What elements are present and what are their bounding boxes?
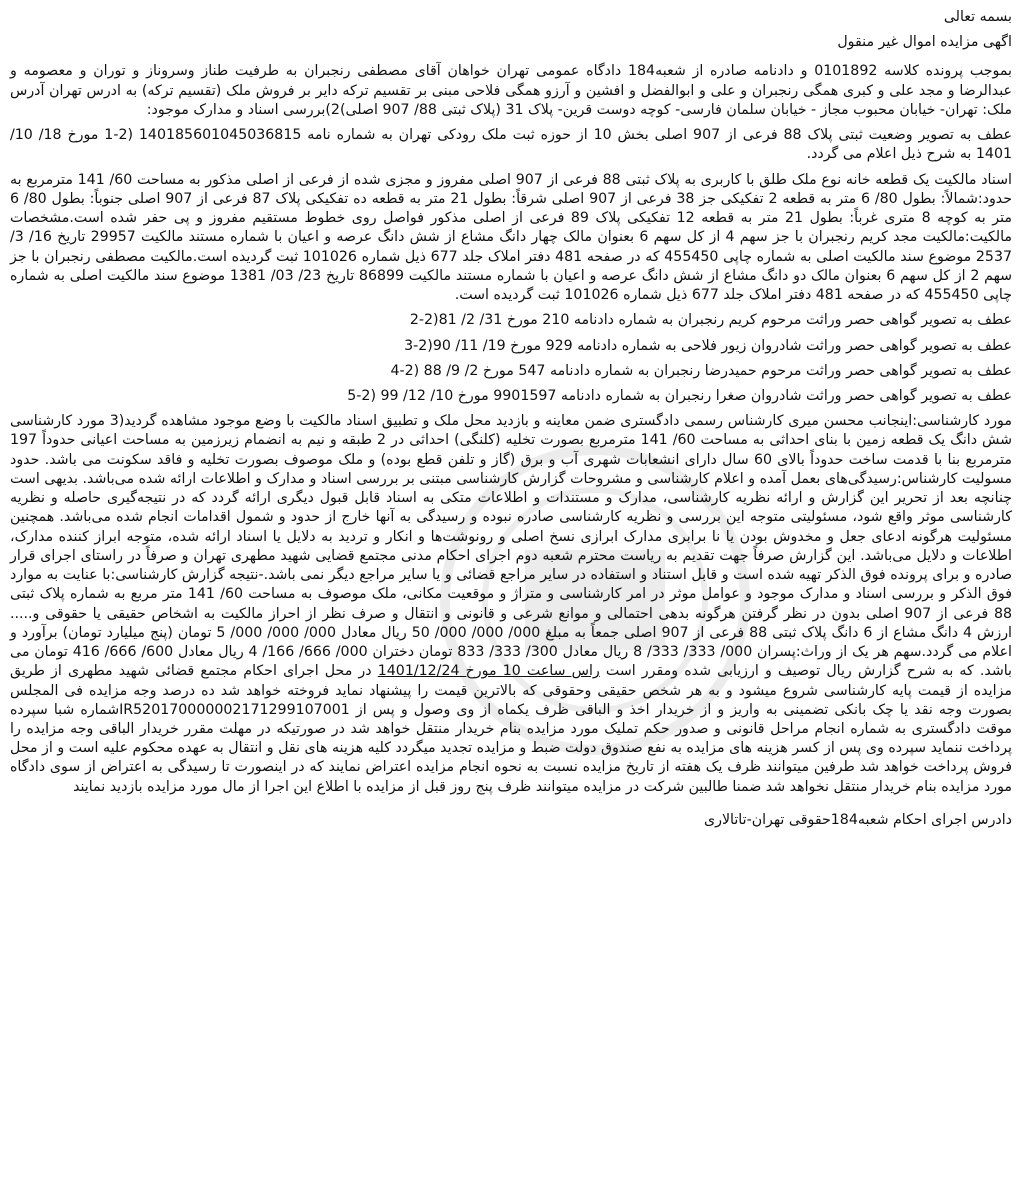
inheritance-item: عطف به تصویر گواهی حصر وراثت مرحوم کریم رنجبران به شماره دادنامه 210 مورخ 31/ 2/ 81(2-2 — [409, 312, 1012, 329]
document-subtitle: اگهی مزایده اموال غیر منقول — [837, 34, 1012, 51]
auction-terms-text: در محل اجرای احکام مجتمع قضائی شهید مطهری از طریق مزایده از قیمت پایه کارشناسی شروع میشود و به هر شخص حقیقی وحقوقی که بالاترین قیمت را پیشنهاد نماید فروخته خواهد شد ده درصد وجه مزایده فی المجلس بصورت وجه نقد یا چک بانکی تضمینی به واریز و از خریدار اخذ و الباقی ظرف یکماه از وی وصول و پس از IR520170000002171299107001شماره شبا سپرده موقت دادگستری به شماره انجام مراحل قانونی و صدور حکم تملیک مورد مزایده بنام خریدار منتقل خواهد شد در صورتیکه در مهلت مقرر خریدار الباقی وجه مزایده را پرداخت ننماید سپرده وی پس از کسر هزینه های مزایده به نفع صندوق دولت ضبط و مزایده تجدید میگردد کلیه هزینه های نقل و انتقال به عهده محکوم علیه است و از محل فروش پرداخت خواهد شد طرفین میتوانند ظرف یک هفته از تاریخ مزایده نسبت به نحوه انجام مزایده اعتراض نمایند که در اینصورت تا رسیدگی به اعتراض از سوی دادگاه مورد مزایده بنام خریدار منتقل نخواهد شد ضمنا طالبین شرکت در مزایده میتوانند ظرف پنج روز قبل از مزایده با اطلاع این اجرا از مال مورد مزایده بازدید نمایند — [10, 663, 1012, 795]
auction-datetime: راس ساعت 10 مورخ 1401/12/24 — [377, 663, 600, 680]
inheritance-item: عطف به تصویر گواهی حصر وراثت مرحوم حمیدرضا رنجبران به شماره دادنامه 547 مورخ 2/ 9/ 88 (2-4 — [390, 362, 1012, 379]
expert-report-paragraph — [10, 412, 1012, 797]
item-2-1-paragraph: عطف به تصویر وضعیت ثبتی پلاک 88 فرعی از 907 اصلی بخش 10 از حوزه ثبت ملک رودکی تهران به شماره نامه 140185601045036815 (2-1 مورخ 18/ 10/ 1401 به شرح ذیل اعلام می گردد. — [10, 127, 1012, 163]
inheritance-item: عطف به تصویر گواهی حصر وراثت شادروان زیور فلاحی به شماره دادنامه 929 مورخ 19/ 11/ 90(2-3 — [404, 337, 1012, 354]
expert-report-text: مورد کارشناسی:اینجانب محسن میری کارشناس رسمی دادگستری ضمن معاینه و بازدید محل ملک و تطبیق اسناد مالکیت با وضع موجود مشاهده گردید(3 مورد کارشناسی شش دانگ یک قطعه زمین با بنای احداثی به مساحت 60/ 141 مترمربع بصورت تخلیه (کلنگی) احداثی در 2 طبقه و نیم به انضمام زیرزمین به مساحت اعیانی حدوداً 197 مترمربع بنا با قدمت ساخت حدوداً بالای 60 سال دارای انشعابات شهری آب و برق (گاز و تلفن قطع بوده) و ملک موصوف بصورت تخلیه و فاقد سکونت می باشد. حدود مسولیت کارشناس:رسیدگی‌های بعمل آمده و اعلام کارشناسی و مشروحات گزارش کارشناسی مبتنی بر بررسی اسناد و مدارک و اطلاعات ارائه شده می‌باشد. بدیهی است چنانچه بعد از تحریر این گزارش و ارائه نظریه کارشناسی، مدارک و مستندات و اطلاعات متکی به اسناد قابل قبول دیگری ارائه گردد که در نتیجه‌گیری حاصله و نظریه کارشناسی موثر واقع شود، مسئولیتی متوجه این بررسی و نظریه کارشناسی صادره نبوده و رسیدگی به آنها خارج از حدود و شمول اقدامات انجام شده می‌باشد. همچنین مسئولیت هرگونه ادعای جعل و مخدوش بودن یا نا برابری مدارک ابرازی نسخ اصلی و رونوشت‌ها و انکار و تردید به دلایل یا اسناد ارائه شده، متوجه ابراز کننده مدارک، اطلاعات و دلایل می‌باشد. این گزارش صرفاً جهت تقدیم به ریاست محترم شعبه دوم اجرای احکام مدنی مجتمع قضایی شهید مطهری تهران و صرفاً در راستای اجرای قرار صادره و برای پرونده فوق الذکر تهیه شده است و قابل استناد و استفاده در سایر مراجع قضائی و یا سایر مراجع دیگر نمی باشد.-نتیجه گزارش کارشناسی:با عنایت به موارد فوق الذکر و بررسی اسناد و مدارک موجود و عوامل موثر در امر کارشناسی و متراژ و موقعیت مکانی، ملک موصوف به مساحت 60/ 141 متر مربع به شماره پلاک ثبتی 88 فرعی از 907 اصلی بدون در نظر گرفتن هرگونه بدهی احتمالی و موانع شرعی و قانونی و انتقال و صرف نظر از احراز مالکیت به اشخاص حقیقی یا حقوقی و..... ارزش 4 دانگ مشاع از 6 دانگ پلاک ثبتی 88 فرعی از 907 اصلی جمعاً به مبلغ 000/ 000/ 000/ 50 ریال معادل 000/ 000/ 000/ 5 تومان (پنج میلیارد تومان) برآورد و اعلام می گردد.سهم هر یک از وراث:پسران 000/ 333/ 333/ 8 ریال معادل 300/ 333/ 833 تومان دختران 000/ 666/ 166/ 4 ریال معادل 600/ 666/ 416 تومان می باشد. که به شرح گزارش ریال توصیف و ارزیابی شده ومقرر است — [10, 413, 1013, 680]
document-title: بسمه تعالی — [943, 9, 1012, 25]
ownership-paragraph: اسناد مالکیت یک قطعه خانه نوع ملک طلق با کاربری به پلاک ثبتی 88 فرعی از 907 اصلی مفروز و مجزی شده از فرعی از اصلی مذکور به مساحت 60/ 141 مترمربع به حدود:شمالاً: بطول 80/ 6 متر به قطعه 2 تفکیکی جز 38 فرعی از 907 اصلی شرقاً: بطول 21 متر به قطعه ده تفکیکی پلاک 87 فرعی از 907 اصلی جنوباً: بطول 80/ 6 متر به کوچه 8 متری غرباً: بطول 21 متر به قطعه 12 تفکیکی پلاک 89 فرعی از اصلی مذکور فواصل روی خطوط مستقیم مفروز و پی حفر شده است.مشخصات مالکیت:مالکیت مجد کریم رنجبران با جز سهم 4 از کل سهم 6 بعنوان مالک چهار دانگ مشاع از شش دانگ عرصه و اعیان با شماره مستند مالکیت 29957 تاریخ 16/ 3/ 2537 موضوع سند مالکیت اصلی به شماره چاپی 455450 که در صفحه 481 دفتر املاک جلد 677 ذیل شماره 101026 ثبت گردیده است.مالکیت مصطفی رنجبران با جز سهم 2 از کل سهم 6 بعنوان مالک دو دانگ مشاع از شش دانگ عرصه و اعیان با شماره مستند مالکیت 86899 تاریخ 23/ 03/ 1381 موضوع سند مالکیت اصلی به شماره چاپی 455450 که در صفحه 481 دفتر املاک جلد 677 ذیل شماره 101026 ثبت گردیده است. — [10, 171, 1013, 304]
intro-paragraph: بموجب پرونده کلاسه 0101892 و دادنامه صادره از شعبه184 دادگاه عمومی تهران خواهان آقای مصطفی رنجبران به طرفیت طناز وسروناز و توران و معصومه و عبدالرضا و مجد علی و کبری همگی رنجبران و علی و ابوالفضل و افشین و آرزو همگی فلاحی مبنی بر تقسیم ترکه دایر بر فروش ملک (تقسیم ترکه) به ادرس تهران آدرس ملک: تهران- خیابان محبوب مجاز - خیابان سلمان فارسی- کوچه دوست قرین- پلاک 31 (پلاک ثبتی 88/ 907 اصلی)2)بررسی اسناد و مدارک موجود: — [10, 63, 1013, 118]
inheritance-item: عطف به تصویر گواهی حصر وراثت شادروان صغرا رنجبران به شماره دادنامه 9901597 مورخ 10/ 12/ 99 (2-5 — [347, 387, 1012, 404]
signature-line: دادرس اجرای احکام شعبه184حقوقی تهران-تاتالاری — [703, 811, 1012, 828]
